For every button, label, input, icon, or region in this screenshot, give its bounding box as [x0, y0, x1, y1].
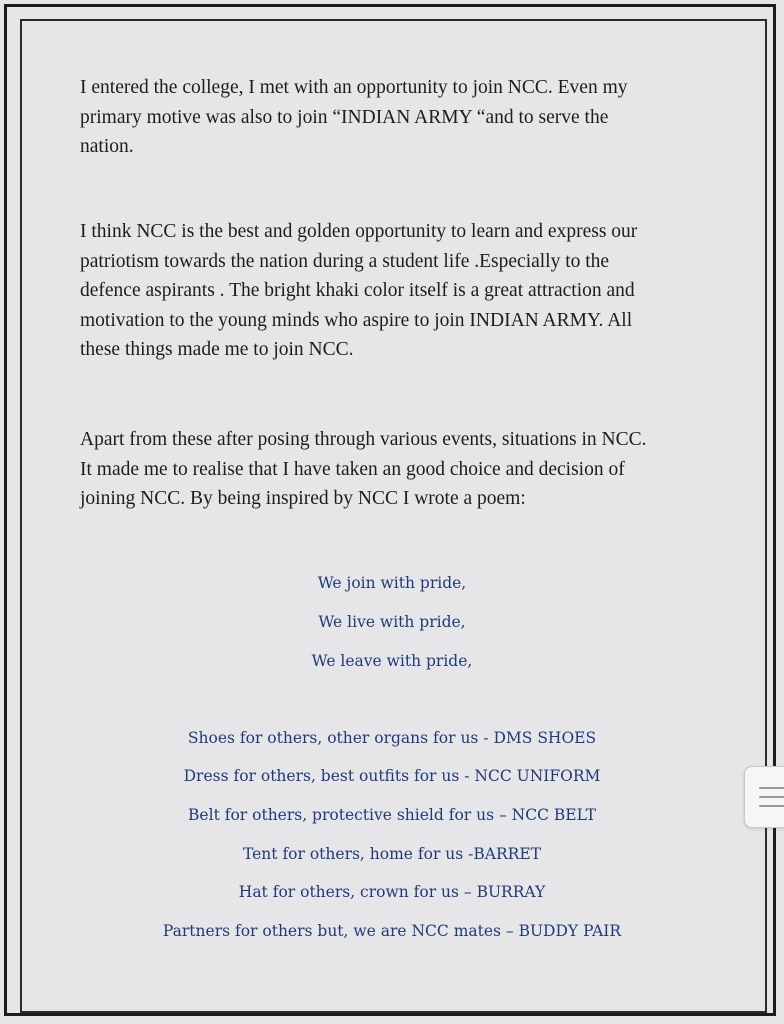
paragraph-3 — [80, 425, 730, 514]
paragraph-2-line: patriotism towards the nation during a student life .Especially to the — [80, 250, 610, 272]
paragraph-1-line: primary motive was also to join “INDIAN ARMY “and to serve the — [80, 106, 609, 128]
poem-line: We leave with pride, — [311, 652, 473, 670]
paragraph-2-line: defence aspirants . The bright khaki color itself is a great attraction and — [80, 280, 635, 301]
paragraph-2-line: I think NCC is the best and golden opportunity to learn and express our — [80, 221, 638, 242]
poem-line: We join with pride, — [317, 574, 467, 592]
poem-line: Shoes for others, other organs for us - DMS SHOES — [187, 729, 597, 747]
poem-line: Hat for others, crown for us – BURRAY — [238, 883, 546, 901]
paragraph-1 — [80, 73, 730, 162]
poem-line: Belt for others, protective shield for us – NCC BELT — [188, 806, 596, 824]
poem-line: Partners for others but, we are NCC mates – BUDDY PAIR — [162, 922, 622, 940]
poem-line: Dress for others, best outfits for us - NCC UNIFORM — [183, 767, 601, 785]
poem-line: We live with pride, — [318, 613, 466, 631]
paragraph-2-line: these things made me to join NCC. — [80, 339, 354, 360]
paragraph-2-line: motivation to the young minds who aspire to join INDIAN ARMY. All — [80, 309, 633, 331]
poem-line: Tent for others, home for us -BARRET — [243, 845, 541, 863]
paragraph-3-line: Apart from these after posing through various events, situations in NCC. — [80, 429, 647, 450]
paragraph-3-line: It made me to realise that I have taken an good choice and decision of — [80, 458, 625, 480]
scroll-handle[interactable] — [744, 766, 784, 828]
paragraph-3-line: joining NCC. By being inspired by NCC I wrote a poem: — [80, 488, 526, 509]
paragraph-2 — [80, 217, 730, 365]
paragraph-1-line: nation. — [80, 136, 134, 157]
paragraph-1-line: I entered the college, I met with an opportunity to join NCC. Even my — [80, 77, 628, 98]
